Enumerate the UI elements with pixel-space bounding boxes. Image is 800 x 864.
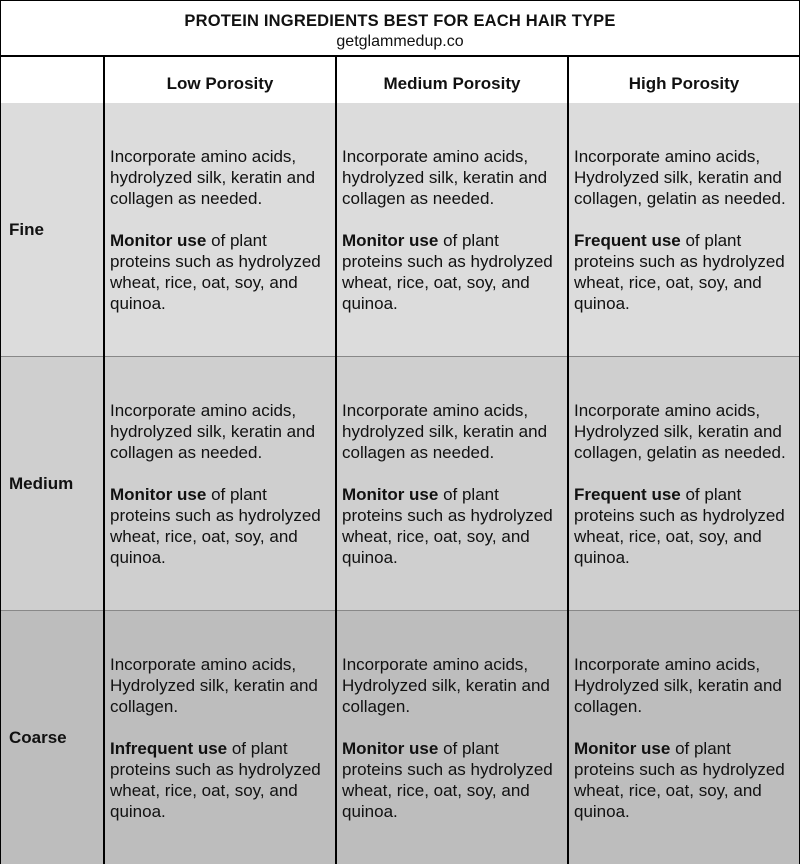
usage-detail: of plant proteins such as hydrolyzed wheat, rice, oat, soy, and quinoa. (110, 230, 321, 313)
usage-level: Monitor use (574, 738, 671, 758)
usage-detail: of plant proteins such as hydrolyzed wheat, rice, oat, soy, and quinoa. (110, 484, 321, 567)
usage-level: Frequent use (574, 230, 681, 250)
column-header-high-porosity: High Porosity (568, 57, 799, 103)
cell-usage (574, 230, 795, 314)
cell-text: Incorporate amino acids, hydrolyzed silk, keratin and collagen as needed. (110, 400, 316, 462)
cell-text: Incorporate amino acids, hydrolyzed silk, keratin and collagen as needed. (342, 146, 548, 208)
row-label-coarse: Coarse (1, 611, 104, 864)
corner-cell (1, 57, 104, 103)
usage-detail: of plant proteins such as hydrolyzed wheat, rice, oat, soy, and quinoa. (342, 738, 553, 821)
page-title: PROTEIN INGREDIENTS BEST FOR EACH HAIR TYPE (184, 12, 616, 30)
cell-usage (110, 484, 331, 568)
usage-level: Monitor use (110, 484, 207, 504)
cell-usage (574, 738, 795, 822)
site-url: getglammedup.co (336, 33, 464, 50)
cell-coarse-high (568, 611, 799, 864)
title-block (1, 1, 799, 57)
usage-detail: of plant proteins such as hydrolyzed wheat, rice, oat, soy, and quinoa. (110, 738, 321, 821)
usage-level: Monitor use (342, 230, 439, 250)
cell-medium-high (568, 357, 799, 611)
cell-medium-low (104, 357, 336, 611)
usage-level: Monitor use (342, 738, 439, 758)
cell-text: Incorporate amino acids, Hydrolyzed silk, keratin and collagen. (574, 654, 782, 716)
usage-detail: of plant proteins such as hydrolyzed wheat, rice, oat, soy, and quinoa. (574, 230, 785, 313)
row-label-fine: Fine (1, 103, 104, 357)
cell-text: Incorporate amino acids, Hydrolyzed silk, keratin and collagen, gelatin as needed. (574, 146, 786, 208)
cell-fine-high (568, 103, 799, 357)
usage-detail: of plant proteins such as hydrolyzed wheat, rice, oat, soy, and quinoa. (342, 484, 553, 567)
usage-level: Monitor use (110, 230, 207, 250)
header-row (1, 57, 799, 103)
row-label-medium: Medium (1, 357, 104, 611)
table-row-fine (1, 103, 799, 357)
cell-text: Incorporate amino acids, hydrolyzed silk, keratin and collagen as needed. (342, 400, 548, 462)
cell-text: Incorporate amino acids, Hydrolyzed silk, keratin and collagen, gelatin as needed. (574, 400, 786, 462)
usage-detail: of plant proteins such as hydrolyzed wheat, rice, oat, soy, and quinoa. (574, 738, 785, 821)
usage-level: Frequent use (574, 484, 681, 504)
cell-fine-medium (336, 103, 568, 357)
usage-detail: of plant proteins such as hydrolyzed wheat, rice, oat, soy, and quinoa. (574, 484, 785, 567)
cell-coarse-low (104, 611, 336, 864)
cell-text: Incorporate amino acids, Hydrolyzed silk, keratin and collagen. (342, 654, 550, 716)
cell-fine-low (104, 103, 336, 357)
cell-text: Incorporate amino acids, Hydrolyzed silk, keratin and collagen. (110, 654, 318, 716)
table-row-medium (1, 357, 799, 611)
usage-level: Infrequent use (110, 738, 228, 758)
cell-usage (574, 484, 795, 568)
cell-usage (342, 484, 563, 568)
cell-medium-medium (336, 357, 568, 611)
column-header-medium-porosity: Medium Porosity (336, 57, 568, 103)
table-row-coarse (1, 611, 799, 864)
cell-usage (342, 230, 563, 314)
usage-level: Monitor use (342, 484, 439, 504)
cell-usage (110, 738, 331, 822)
cell-coarse-medium (336, 611, 568, 864)
cell-text: Incorporate amino acids, hydrolyzed silk, keratin and collagen as needed. (110, 146, 316, 208)
cell-usage (342, 738, 563, 822)
column-header-low-porosity: Low Porosity (104, 57, 336, 103)
usage-detail: of plant proteins such as hydrolyzed wheat, rice, oat, soy, and quinoa. (342, 230, 553, 313)
cell-usage (110, 230, 331, 314)
hair-type-table (1, 57, 799, 864)
